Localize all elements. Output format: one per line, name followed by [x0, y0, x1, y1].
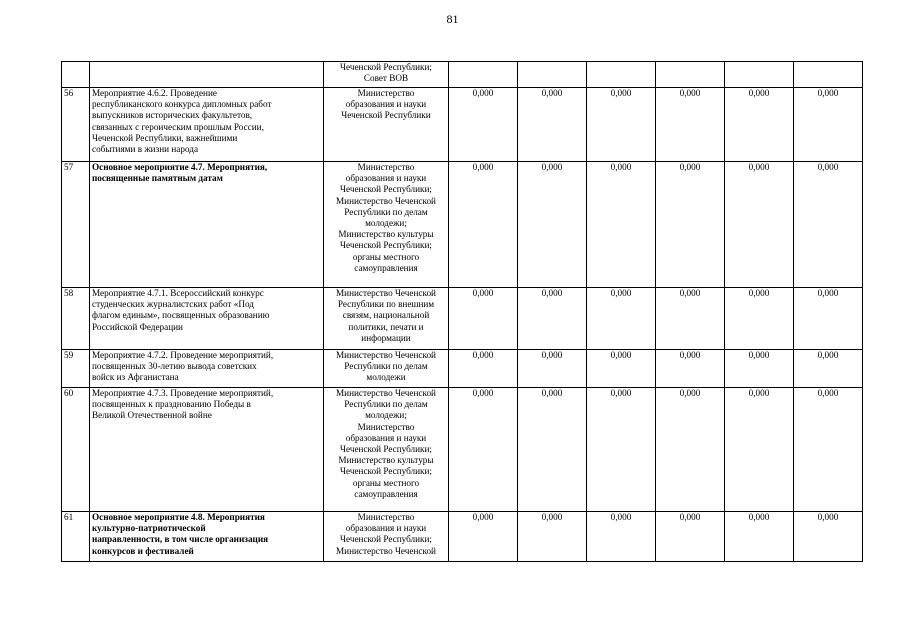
executor-cell	[324, 88, 449, 162]
event-name-cell	[90, 388, 324, 512]
value-cell: 0,000	[587, 88, 656, 162]
executor-line: Республики по делам	[344, 361, 428, 372]
value-cell: 0,000	[449, 288, 518, 350]
value-cell	[518, 62, 587, 88]
executor-line: молодежи;	[365, 410, 407, 421]
value-cell	[794, 62, 863, 88]
executor-cell	[324, 288, 449, 350]
executor-line: Министерство культуры	[338, 455, 434, 466]
value-cell: 0,000	[449, 350, 518, 388]
event-name-line: республиканского конкурса дипломных работ	[92, 99, 272, 110]
event-name-cell	[90, 350, 324, 388]
executor-line: Министерство Чеченской	[336, 545, 436, 556]
value-cell: 0,000	[794, 162, 863, 288]
executor-line: Республики по внешним	[337, 299, 435, 310]
executor-line: органы местного	[352, 477, 420, 488]
table-row	[62, 350, 863, 388]
executor-cell	[324, 388, 449, 512]
row-number-cell: 57	[62, 162, 90, 288]
value-cell: 0,000	[587, 288, 656, 350]
event-name-line: культурно-патриотической	[92, 523, 206, 534]
value-cell: 0,000	[794, 512, 863, 562]
executor-line: молодежи	[366, 372, 406, 383]
executor-line: Чеченской Республики;	[340, 62, 432, 72]
value-cell	[656, 62, 725, 88]
value-cell: 0,000	[794, 88, 863, 162]
row-number-cell: 59	[62, 350, 90, 388]
value-cell: 0,000	[725, 288, 794, 350]
table-row-continuation	[62, 62, 863, 88]
executor-cell	[324, 350, 449, 388]
row-number-cell: 58	[62, 288, 90, 350]
value-cell: 0,000	[656, 350, 725, 388]
value-cell	[449, 62, 518, 88]
executor-line: Министерство Чеченской	[336, 388, 436, 398]
row-number-cell: 61	[62, 512, 90, 562]
event-name-line: посвященные памятным датам	[92, 173, 223, 184]
executor-cell	[324, 62, 449, 88]
executor-line: Министерство Чеченской	[336, 288, 436, 298]
value-cell: 0,000	[587, 512, 656, 562]
table-row	[62, 162, 863, 288]
executor-line: образования и науки	[345, 99, 427, 110]
value-cell: 0,000	[656, 88, 725, 162]
value-cell: 0,000	[656, 288, 725, 350]
event-name-line: выпускников исторических факультетов,	[92, 110, 253, 121]
event-name-line: посвященных 30-летию вывода советских	[92, 361, 257, 372]
executor-line: информации	[361, 332, 411, 343]
executor-line: Чеченской Республики;	[340, 466, 432, 477]
value-cell: 0,000	[518, 288, 587, 350]
value-cell: 0,000	[587, 350, 656, 388]
page-number: 81	[446, 12, 459, 26]
value-cell: 0,000	[449, 512, 518, 562]
executor-line: связям, национальной	[342, 310, 430, 321]
value-cell: 0,000	[449, 88, 518, 162]
executor-line: органы местного	[352, 251, 420, 262]
executor-line: Министерство	[357, 88, 415, 98]
row-number-cell	[62, 62, 90, 88]
executor-line: Чеченской Республики;	[340, 444, 432, 455]
value-cell: 0,000	[656, 388, 725, 512]
value-cell: 0,000	[794, 350, 863, 388]
value-cell: 0,000	[794, 288, 863, 350]
executor-line: Республики по делам	[344, 399, 428, 410]
event-name-line: конкурсов и фестивалей	[92, 545, 194, 556]
event-name-line: Чеченской Республики, важнейшими	[92, 132, 238, 143]
value-cell: 0,000	[656, 162, 725, 288]
event-name-line: студенческих журналистских работ «Под	[92, 299, 254, 310]
event-name-cell	[90, 88, 324, 162]
event-name-line: Мероприятие 4.7.2. Проведение мероприятий,	[92, 350, 274, 360]
executor-line: Министерство культуры	[338, 229, 434, 240]
event-name-cell	[90, 62, 324, 88]
value-cell	[725, 62, 794, 88]
executor-cell	[324, 512, 449, 562]
executor-line: Чеченской Республики;	[340, 184, 432, 195]
event-name-line: Великой Отечественной войне	[92, 410, 212, 421]
executor-line: образования и науки	[345, 173, 427, 184]
value-cell: 0,000	[725, 88, 794, 162]
executor-line: Республики по делам	[344, 206, 428, 217]
value-cell: 0,000	[518, 350, 587, 388]
event-name-line: войск из Афганистана	[92, 372, 179, 383]
executor-line: самоуправления	[354, 262, 418, 273]
table-row	[62, 512, 863, 562]
value-cell	[587, 62, 656, 88]
value-cell: 0,000	[518, 88, 587, 162]
event-name-cell	[90, 512, 324, 562]
value-cell: 0,000	[725, 162, 794, 288]
executor-line: молодежи;	[365, 218, 407, 229]
row-number-cell: 60	[62, 388, 90, 512]
executor-line: Чеченской Республики;	[340, 534, 432, 545]
table-row	[62, 88, 863, 162]
value-cell: 0,000	[518, 512, 587, 562]
value-cell: 0,000	[587, 162, 656, 288]
value-cell: 0,000	[518, 162, 587, 288]
event-name-line: Мероприятие 4.7.3. Проведение мероприятий,	[92, 388, 274, 398]
event-name-line: направленности, в том числе организация	[92, 534, 269, 545]
value-cell: 0,000	[725, 512, 794, 562]
executor-line: Министерство	[357, 512, 415, 522]
executor-line: Министерство	[357, 421, 415, 432]
executor-line: Совет ВОВ	[363, 73, 409, 84]
event-name-line: Основное мероприятие 4.8. Мероприятия	[92, 512, 265, 522]
value-cell: 0,000	[725, 388, 794, 512]
event-name-line: событиями в жизни народа	[92, 144, 199, 155]
event-name-cell	[90, 162, 324, 288]
executor-line: Чеченской Республики	[341, 110, 431, 121]
executor-line: политики, печати и	[348, 321, 424, 332]
budget-table	[61, 61, 863, 562]
event-name-line: Мероприятие 4.7.1. Всероссийский конкурс	[92, 288, 264, 298]
event-name-cell	[90, 288, 324, 350]
value-cell: 0,000	[518, 388, 587, 512]
value-cell: 0,000	[725, 350, 794, 388]
event-name-line: посвященных к празднованию Победы в	[92, 399, 251, 410]
value-cell: 0,000	[794, 388, 863, 512]
executor-line: Министерство Чеченской	[336, 195, 436, 206]
event-name-line: Мероприятие 4.6.2. Проведение	[92, 88, 217, 98]
value-cell: 0,000	[449, 162, 518, 288]
event-name-line: Основное мероприятие 4.7. Мероприятия,	[92, 162, 268, 172]
event-name-line: связанных с героическим прошлым России,	[92, 121, 264, 132]
table-row	[62, 288, 863, 350]
executor-line: образования и науки	[345, 523, 427, 534]
executor-line: Министерство	[357, 162, 415, 172]
value-cell: 0,000	[587, 388, 656, 512]
value-cell: 0,000	[449, 388, 518, 512]
event-name-line: флагом единым», посвященных образованию	[92, 310, 270, 321]
executor-line: Министерство Чеченской	[336, 350, 436, 360]
table-row	[62, 388, 863, 512]
event-name-line: Российской Федерации	[92, 321, 183, 332]
executor-line: самоуправления	[354, 488, 418, 499]
executor-line: Чеченской Республики;	[340, 240, 432, 251]
executor-cell	[324, 162, 449, 288]
row-number-cell: 56	[62, 88, 90, 162]
executor-line: образования и науки	[345, 432, 427, 443]
value-cell: 0,000	[656, 512, 725, 562]
